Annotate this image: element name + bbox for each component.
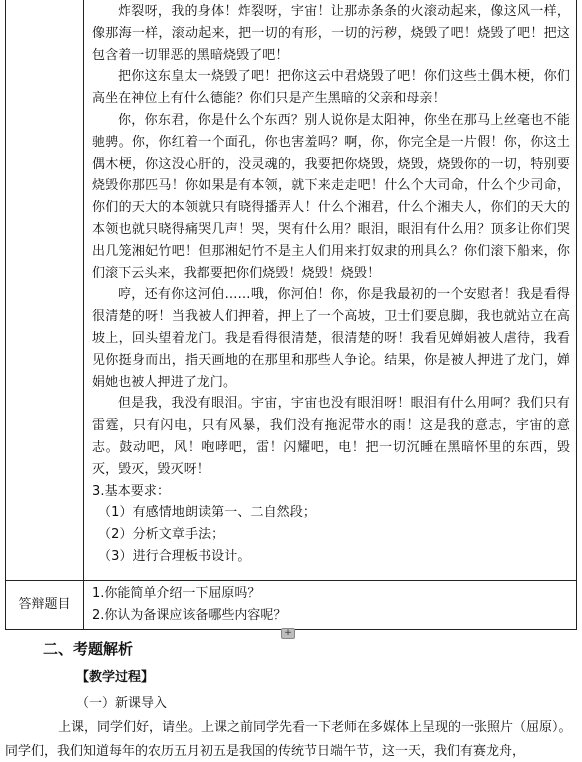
row-divider [6, 580, 576, 581]
intro-paragraph-1: 上课，同学们好，请坐。上课之前同学先看一下老师在多媒体上呈现的一张照片（屈原）。 [58, 720, 572, 735]
passage-paragraph-4: 哼，还有你这河伯……哦，你河伯！你，你是我最初的一个安慰者！我是看得很清楚的呀！当我被人们押着，押上了一个高坡，卫士们要息脚，我也就站立在高坡上，回头望着龙门。我是看得很清楚，很清楚的呀！我看见婵娟被人虐待，我看见你挺身而出，指天画地的在那里和那些人争论。结果，你是被人押进了龙门，婵娟她也被人押进了龙门。 [92, 287, 570, 390]
section-heading: 二、考题解析 [43, 640, 134, 658]
requirements-title: 3.基本要求： [92, 483, 171, 499]
requirement-item-1: （1）有感情地朗读第一、二自然段； [98, 505, 316, 521]
requirement-item-2: （2）分析文章手法； [98, 527, 225, 543]
passage-paragraph-1: 炸裂呀，我的身体！炸裂呀，宇宙！让那赤条条的火滚动起来，像这风一样，像那海一样，滚动起来，把一切的有形，一切的污秽，烧毁了吧！烧毁了吧！把这包含着一切罪恶的黑暗烧毁了吧！ [92, 4, 570, 63]
defense-question-2: 2.你认为备课应该备哪些内容呢？ [92, 608, 287, 623]
new-lesson-intro-heading: （一）新课导入 [76, 696, 168, 711]
defense-questions-label: 答辩题目 [18, 597, 71, 612]
passage-paragraph-2: 把你这东皇太一烧毁了吧！把你这云中君烧毁了吧！你们这些土偶木梗，你们高坐在神位上有什么德能？你们只是产生黑暗的父亲和母亲！ [92, 69, 570, 107]
defense-question-1: 1.你能简单介绍一下屈原吗？ [92, 586, 261, 601]
column-divider [83, 0, 84, 630]
exam-table [5, 0, 577, 630]
requirement-item-3: （3）进行合理板书设计。 [98, 548, 251, 564]
passage-paragraph-5: 但是我，我没有眼泪。宇宙，宇宙也没有眼泪呀！眼泪有什么用呵？我们只有雷霆，只有闪电，只有风暴，我们没有拖泥带水的雨！这是我的意志，宇宙的意志。鼓动吧，风！咆哮吧，雷！闪耀吧，电！把一切沉睡在黑暗怀里的东西，毁灭，毁灭，毁灭呀！ [92, 396, 570, 477]
passage-paragraph-3: 你，你东君，你是什么个东西？别人说你是太阳神，你坐在那马上丝毫也不能驰骋。你，你红着一个面孔，你也害羞吗？啊，你，你完全是一片假！你，你这土偶木梗，你这没心肝的，没灵魂的，我要把你烧毁，烧毁，烧毁你的一切，特别要烧毁你那匹马！你如果是有本领，就下来走走吧！什么个大司命，什么个少司命，你们的天大的本领就只有晓得播弄人！什么个湘君，什么个湘夫人，你们的天大的本领也就只晓得痛哭几声！哭，哭有什么用？眼泪，眼泪有什么用？顶多让你们哭出几笼湘妃竹吧！但那湘妃竹不是主人们用来打奴隶的刑具么？你们滚下船来，你们滚下云头来，我都要把你们烧毁！烧毁！烧毁！ [92, 112, 570, 281]
passage-content [92, 1, 570, 568]
intro-paragraph-2: 同学们，我们知道每年的农历五月初五是我国的传统节日端午节，这一天，我们有赛龙舟， [5, 744, 526, 759]
teaching-process-heading: 【教学过程】 [76, 670, 155, 685]
table-move-handle-icon[interactable]: + [281, 628, 295, 639]
